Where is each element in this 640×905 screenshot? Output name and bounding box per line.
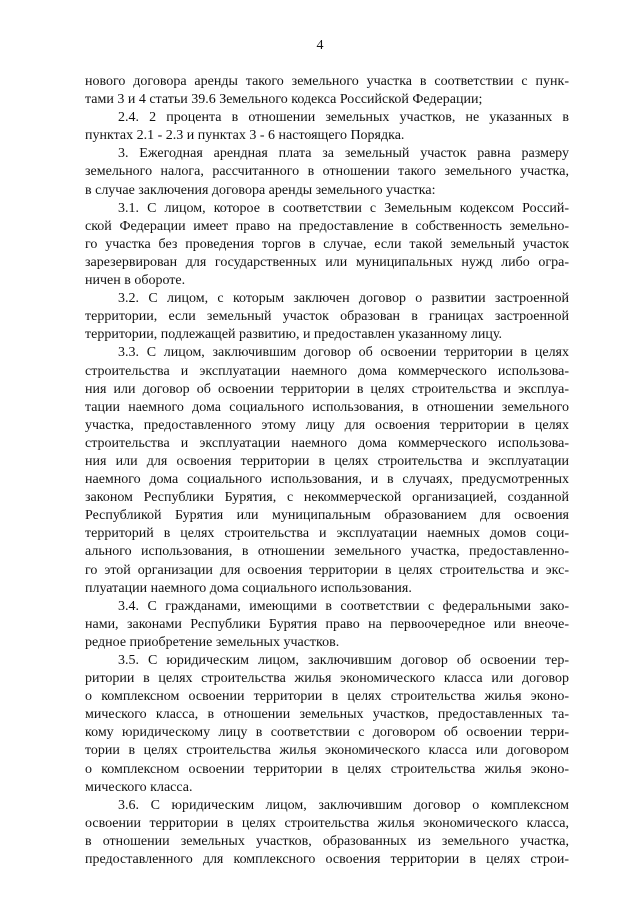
text-line: Республикой Бурятия или муниципальным образованием для освоения xyxy=(85,508,569,524)
text-line: законом Республики Бурятия, с некоммерческой организацией, созданной xyxy=(85,490,569,506)
text-line: наемного дома социального использования, и в случаях, предусмотренных xyxy=(85,472,569,488)
text-line: тации наемного дома социального использования, в отношении земельного xyxy=(85,399,569,415)
paragraph-item-3-1 xyxy=(85,200,569,290)
text-line: освоении территории в целях строительства жилья экономического класса, xyxy=(85,815,569,831)
text-line: го участка без проведения торгов в случае, если такой земельный участок xyxy=(85,236,569,252)
text-line: ального использования, в отношении земельного участка, предоставленно- xyxy=(85,544,569,560)
text-line: ничен в обороте. xyxy=(85,273,186,289)
paragraph-item-3-6 xyxy=(85,797,569,869)
text-line: территории, если земельный участок образован в границах застроенной xyxy=(85,309,569,325)
text-line: земельного налога, рассчитанного в отношении такого земельного участка, xyxy=(85,164,569,180)
text-line: в отношении земельных участков, образованных из земельного участка, xyxy=(85,833,569,849)
text-line: мического класса, в отношении земельных участков, предоставленных та- xyxy=(85,707,569,723)
paragraph-item-3-5 xyxy=(85,652,569,797)
text-line: тами 3 и 4 статьи 39.6 Земельного кодекса Российской Федерации; xyxy=(85,92,483,108)
paragraph-item-3 xyxy=(85,145,569,199)
text-line: нового договора аренды такого земельного участка в соответствии с пунк- xyxy=(85,74,569,89)
paragraph-item-2-4 xyxy=(85,109,569,145)
text-line: редное приобретение земельных участков. xyxy=(85,634,340,650)
text-line: 3.1. С лицом, которое в соответствии с Земельным кодексом Россий- xyxy=(118,200,569,216)
text-line: о комплексном освоении территории в целях строительства жилья эконо- xyxy=(85,689,569,705)
text-line: строительства и эксплуатации наемного дома коммерческого использова- xyxy=(85,363,569,379)
page-number: 4 xyxy=(316,38,324,53)
text-line: 2.4. 2 процента в отношении земельных участков, не указанных в xyxy=(118,110,569,126)
text-line: ния или договор об освоении территории в целях строительства и эксплуа- xyxy=(85,381,569,397)
text-line: ния или для освоения территории в целях строительства и эксплуатации xyxy=(85,453,569,469)
text-line: строительства и эксплуатации наемного дома коммерческого использова- xyxy=(85,435,569,451)
text-line: тории в целях строительства жилья экономического класса или договором xyxy=(85,743,569,759)
paragraph-continuation xyxy=(85,73,569,109)
paragraph-item-3-2 xyxy=(85,290,569,344)
text-line: 3.3. С лицом, заключившим договор об освоении территории в целях xyxy=(118,345,569,361)
text-line: 3.6. С юридическим лицом, заключившим договор о комплексном xyxy=(118,797,569,813)
text-line: плуатации наемного дома социального использования. xyxy=(85,580,412,596)
text-line: мического класса. xyxy=(85,779,193,795)
text-line: 3.5. С юридическим лицом, заключившим договор об освоении тер- xyxy=(118,653,569,668)
text-line: ской Федерации имеет право на предоставление в собственность земельно- xyxy=(85,218,569,234)
text-line: 3.2. С лицом, с которым заключен договор о развитии застроенной xyxy=(118,291,569,307)
text-line: о комплексном освоении территории в целях строительства жилья эконо- xyxy=(85,761,569,777)
text-line: пунктах 2.1 - 2.3 и пунктах 3 - 6 настоящего Порядка. xyxy=(85,128,405,144)
text-line: 3. Ежегодная арендная плата за земельный участок равна размеру xyxy=(118,146,569,162)
text-line: кому юридическому лицу в соответствии с договором об освоении терри- xyxy=(85,725,569,741)
document-body xyxy=(85,73,569,869)
text-line: 3.4. С гражданами, имеющими в соответствии с федеральными зако- xyxy=(118,598,569,614)
paragraph-item-3-4 xyxy=(85,598,569,652)
text-line: ритории в целях строительства жилья экономического класса или договор xyxy=(85,671,569,687)
text-line: территории, подлежащей развитию, и предоставлен указанному лицу. xyxy=(85,327,502,343)
text-line: в случае заключения договора аренды земельного участка: xyxy=(85,182,436,198)
text-line: предоставленного для комплексного освоения территории в целях строи- xyxy=(85,852,569,868)
text-line: нами, законами Республики Бурятия право на первоочередное или внеоче- xyxy=(85,616,569,632)
text-line: го этой организации для освоения территории в целях строительства и экс- xyxy=(85,562,569,578)
text-line: территорий в целях строительства и эксплуатации наемных домов соци- xyxy=(85,526,569,542)
text-line: зарезервирован для государственных или муниципальных нужд либо огра- xyxy=(85,254,569,270)
paragraph-item-3-3 xyxy=(85,344,569,597)
text-line: участка, предоставленного этому лицу для освоения территории в целях xyxy=(85,417,569,433)
